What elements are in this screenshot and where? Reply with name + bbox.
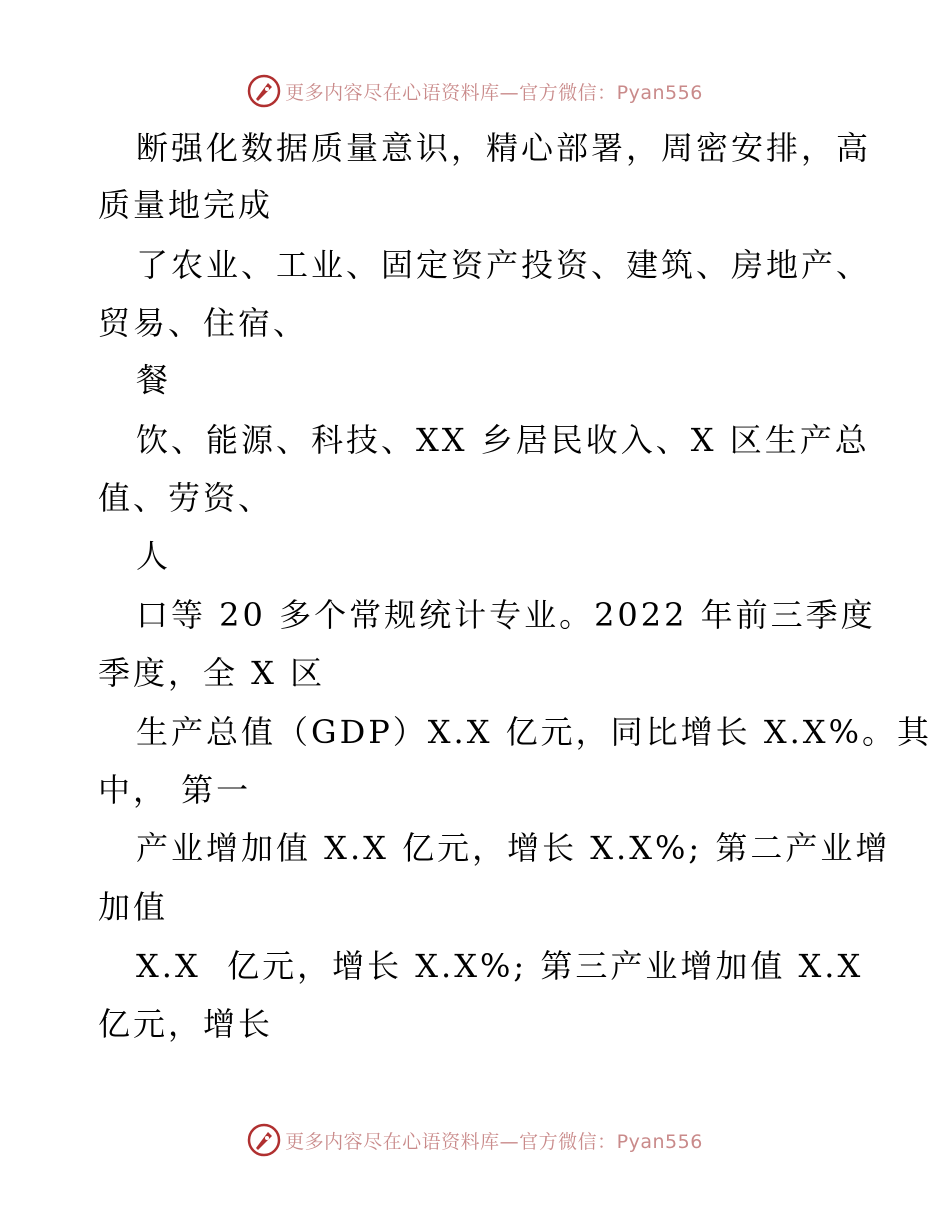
watermark-header (0, 71, 950, 111)
text-line: 口等 20 多个常规统计专业。2022 年前三季度 (136, 596, 876, 634)
text-line: 中， 第一 (98, 771, 252, 809)
text-line: 餐 (136, 361, 172, 399)
text-line: 饮、能源、科技、XX 乡居民收入、X 区生产总 (136, 421, 870, 459)
watermark-text: 更多内容尽在心语资料库—官方微信：Pyan556 (285, 81, 703, 104)
text-line: 加值 (98, 888, 169, 926)
text-line: 季度，全 X 区 (98, 654, 326, 692)
text-line: 质量地完成 (98, 186, 274, 224)
text-line: 贸易、住宿、 (98, 304, 309, 342)
text-line: 了农业、工业、固定资产投资、建筑、房地产、 (136, 246, 872, 284)
pen-nib-logo-icon (247, 1123, 281, 1157)
text-line: 生产总值（GDP）X.X 亿元，同比增长 X.X%。其 (136, 713, 932, 751)
text-line: 人 (136, 537, 172, 575)
watermark-text: 更多内容尽在心语资料库—官方微信：Pyan556 (285, 1130, 703, 1153)
watermark-footer (0, 1120, 950, 1160)
text-line: X.X 亿元，增长 X.X%; 第三产业增加值 X.X (136, 947, 864, 985)
text-line: 断强化数据质量意识，精心部署，周密安排，高 (136, 129, 872, 167)
text-line: 亿元，增长 (98, 1005, 274, 1043)
text-line: 产业增加值 X.X 亿元，增长 X.X%; 第二产业增 (136, 829, 891, 867)
pen-nib-logo-icon (247, 74, 281, 108)
text-line: 值、劳资、 (98, 479, 274, 517)
